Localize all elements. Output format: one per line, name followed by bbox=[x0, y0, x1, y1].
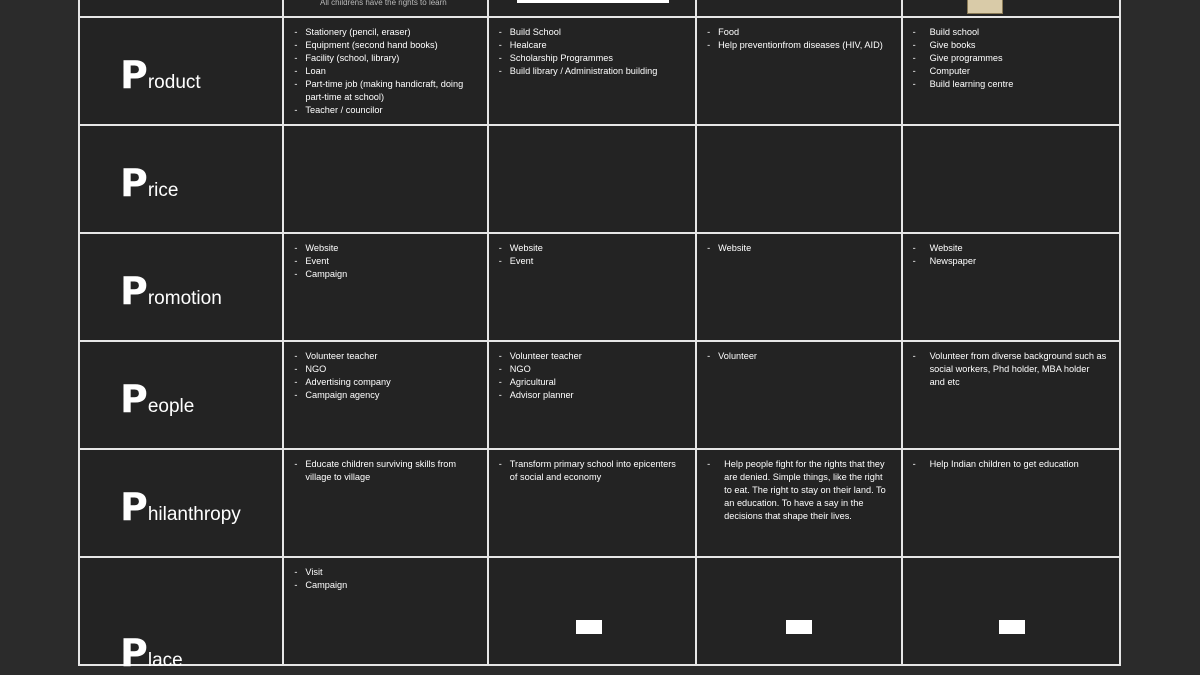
label-initial: P bbox=[120, 485, 148, 529]
row-label-cell bbox=[79, 17, 283, 125]
row-label-cell bbox=[79, 557, 283, 675]
place-mark-2 bbox=[786, 620, 812, 634]
table-cell bbox=[902, 341, 1120, 449]
item-list bbox=[489, 450, 695, 484]
row-label-cell bbox=[79, 125, 283, 233]
item-list bbox=[489, 342, 695, 402]
item-list bbox=[284, 558, 486, 592]
item-list bbox=[489, 234, 695, 268]
list-item: - Equipment (second hand books) bbox=[294, 39, 474, 52]
row-price bbox=[79, 125, 1120, 233]
table-cell bbox=[902, 449, 1120, 557]
table-cell bbox=[696, 17, 901, 125]
list-item: - Help Indian children to get education bbox=[913, 458, 1107, 471]
list-item: - Give programmes bbox=[913, 52, 1107, 65]
table-cell bbox=[283, 557, 487, 665]
list-item: - Part-time job (making handicraft, doing part-time at school) bbox=[294, 78, 474, 104]
label-rest: lace bbox=[147, 650, 183, 671]
list-item: - Volunteer bbox=[707, 350, 888, 363]
table-cell bbox=[902, 557, 1120, 665]
item-list bbox=[284, 342, 486, 402]
list-item: - Website bbox=[499, 242, 683, 255]
list-item: - Visit bbox=[294, 566, 474, 579]
table-cell bbox=[283, 17, 487, 125]
list-item: - Advisor planner bbox=[499, 389, 683, 402]
table-cell bbox=[488, 341, 696, 449]
list-item: - Agricultural bbox=[499, 376, 683, 389]
list-item: - Campaign bbox=[294, 579, 474, 592]
list-item: - Food bbox=[707, 26, 888, 39]
list-item: - Build learning centre bbox=[913, 78, 1107, 91]
top-caption: All childrens have the rights to learn bbox=[320, 0, 447, 7]
list-item: - Website bbox=[913, 242, 1107, 255]
list-item: - Help people fight for the rights that they are denied. Simple things, like the right to eat. The right to stay on their land. To an education. To have a say in the decisions that shape their lives. bbox=[707, 458, 888, 523]
list-item: - Build school bbox=[913, 26, 1107, 39]
list-item: - Build library / Administration building bbox=[499, 65, 683, 78]
label-initial: P bbox=[120, 631, 148, 675]
table-cell bbox=[902, 233, 1120, 341]
table-cell bbox=[283, 341, 487, 449]
list-item: - NGO bbox=[499, 363, 683, 376]
label-rest: hilanthropy bbox=[147, 504, 241, 525]
label-rest: roduct bbox=[147, 72, 201, 93]
marketing-mix-table bbox=[78, 0, 1121, 675]
list-item: - Educate children surviving skills from village to village bbox=[294, 458, 474, 484]
header-thumbnail-image bbox=[967, 0, 1003, 14]
header-image-edge bbox=[517, 0, 669, 3]
row-place bbox=[79, 557, 1120, 665]
item-list bbox=[284, 234, 486, 281]
table-cell bbox=[488, 557, 696, 665]
row-philanthropy bbox=[79, 449, 1120, 557]
item-list bbox=[903, 342, 1119, 389]
table-cell bbox=[283, 125, 487, 233]
item-list bbox=[903, 18, 1119, 91]
list-item: - Campaign agency bbox=[294, 389, 474, 402]
header-cell bbox=[902, 0, 1120, 17]
table-cell bbox=[696, 125, 901, 233]
label-initial: P bbox=[120, 161, 148, 205]
header-cell bbox=[79, 0, 283, 17]
item-list bbox=[489, 18, 695, 78]
list-item: - Scholarship Programmes bbox=[499, 52, 683, 65]
list-item: - Transform primary school into epicenters of social and economy bbox=[499, 458, 683, 484]
item-list bbox=[903, 450, 1119, 471]
label-rest: rice bbox=[147, 180, 179, 201]
label-initial: P bbox=[120, 377, 148, 421]
item-list bbox=[284, 18, 486, 117]
label-rest: romotion bbox=[147, 288, 222, 309]
row-product bbox=[79, 17, 1120, 125]
row-label-cell bbox=[79, 233, 283, 341]
row-label-price bbox=[120, 161, 179, 205]
table-cell bbox=[696, 449, 901, 557]
item-list bbox=[697, 342, 900, 363]
place-mark-3 bbox=[999, 620, 1025, 634]
list-item: - Teacher / councilor bbox=[294, 104, 474, 117]
list-item: - Event bbox=[294, 255, 474, 268]
row-people bbox=[79, 341, 1120, 449]
list-item: - Newspaper bbox=[913, 255, 1107, 268]
table-cell bbox=[902, 17, 1120, 125]
row-label-place bbox=[120, 631, 183, 675]
list-item: - Help preventionfrom diseases (HIV, AID) bbox=[707, 39, 888, 52]
label-rest: eople bbox=[147, 396, 195, 417]
list-item: - Stationery (pencil, eraser) bbox=[294, 26, 474, 39]
list-item: - Loan bbox=[294, 65, 474, 78]
table-cell bbox=[696, 341, 901, 449]
list-item: - Event bbox=[499, 255, 683, 268]
item-list bbox=[697, 450, 900, 523]
table-cell bbox=[283, 449, 487, 557]
table-cell bbox=[696, 557, 901, 665]
place-mark-1 bbox=[576, 620, 602, 634]
list-item: - Website bbox=[294, 242, 474, 255]
list-item: - Facility (school, library) bbox=[294, 52, 474, 65]
list-item: - NGO bbox=[294, 363, 474, 376]
table-cell bbox=[488, 125, 696, 233]
list-item: - Volunteer from diverse background such as social workers, Phd holder, MBA holder and etc bbox=[913, 350, 1107, 389]
list-item: - Build School bbox=[499, 26, 683, 39]
row-promotion bbox=[79, 233, 1120, 341]
list-item: - Website bbox=[707, 242, 888, 255]
list-item: - Healcare bbox=[499, 39, 683, 52]
row-label-people bbox=[120, 377, 195, 421]
row-label-product bbox=[120, 53, 201, 97]
table-cell bbox=[283, 233, 487, 341]
header-cell bbox=[696, 0, 901, 17]
row-label-promotion bbox=[120, 269, 222, 313]
item-list bbox=[697, 18, 900, 52]
list-item: - Give books bbox=[913, 39, 1107, 52]
row-label-philanthropy bbox=[120, 485, 241, 529]
row-label-cell bbox=[79, 449, 283, 557]
item-list bbox=[697, 234, 900, 255]
list-item: - Campaign bbox=[294, 268, 474, 281]
table-cell bbox=[488, 17, 696, 125]
item-list bbox=[284, 450, 486, 484]
label-initial: P bbox=[120, 53, 148, 97]
list-item: - Computer bbox=[913, 65, 1107, 78]
row-label-cell bbox=[79, 341, 283, 449]
table-cell bbox=[488, 449, 696, 557]
table-cell bbox=[902, 125, 1120, 233]
list-item: - Volunteer teacher bbox=[499, 350, 683, 363]
list-item: - Advertising company bbox=[294, 376, 474, 389]
table-cell bbox=[696, 233, 901, 341]
table-cell bbox=[488, 233, 696, 341]
list-item: - Volunteer teacher bbox=[294, 350, 474, 363]
item-list bbox=[903, 234, 1119, 268]
label-initial: P bbox=[120, 269, 148, 313]
